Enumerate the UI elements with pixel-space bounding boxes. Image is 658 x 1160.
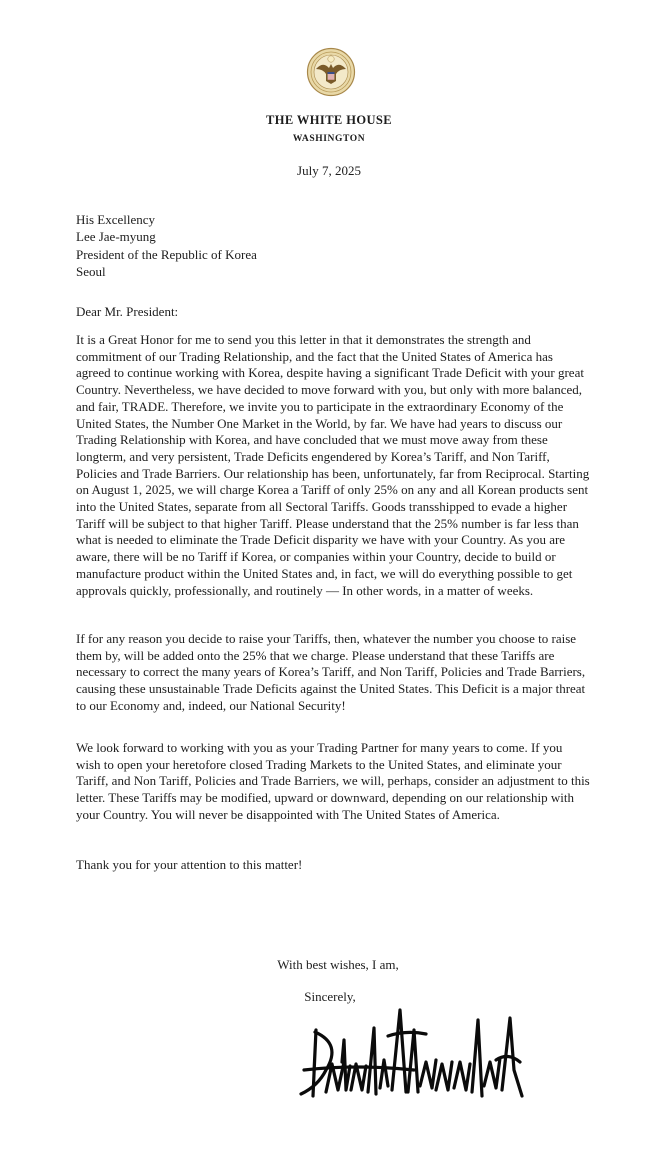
presidential-seal-icon (306, 47, 356, 97)
closing-line: Sincerely, (304, 989, 356, 1004)
body-paragraph: Thank you for your attention to this matter! (76, 857, 303, 872)
body-paragraph: If for any reason you decide to raise your Tariffs, then, whatever the number you choose to raise them by, will be added onto the 25% that we charge. Please understand that these Tariffs are necessary to correct the many years of Korea’s Tariff, and Non Tariff, Policies and Trade Barriers, causing these unsustainable Trade Deficits against the United States. This Deficit is a major threat to our Economy and, indeed, our National Security! (76, 631, 586, 713)
handwritten-signature (296, 1000, 526, 1115)
closing-line: With best wishes, I am, (277, 957, 399, 972)
recipient-line: Seoul (76, 263, 106, 279)
body-paragraph: It is a Great Honor for me to send you this letter in that it demonstrates the strength and commitment of our Trading Relationship, and the fact that the United States of America has agreed to continue working with Korea, despite having a significant Trade Deficit with your great Country. Nevertheless, we have decided to move forward with you, but only with more balanced, and fair, TRADE. Therefore, we invite you to participate in the extraordinary Economy of the United States, the Number One Market in the World, by far. We have had years to discuss our Trading Relationship with Korea, and have concluded that we must move away from these longterm, and very persistent, Trade Deficits engendered by Korea’s Tariff, and Non Tariff, Policies and Trade Barriers. Our relationship has been, unfortunately, far from Reciprocal. Starting on August 1, 2025, we will charge Korea a Tariff of only 25% on any and all Korean products sent into the United States, separate from all Sectoral Tariffs. Goods transshipped to evade a higher Tariff will be subject to that higher Tariff. Please understand that the 25% number is far less than what is needed to eliminate the Trade Deficit disparity we have with your Country. As you are aware, there will be no Tariff if Korea, or companies within your Country, decide to build or manufacture product within the United States and, in fact, we will do everything possible to get approvals quickly, professionally, and routinely — In other words, in a matter of weeks. (76, 332, 590, 598)
recipient-line: His Excellency (76, 212, 156, 227)
recipient-line: Lee Jae-myung (76, 229, 156, 245)
letterhead-city: WASHINGTON (292, 134, 366, 144)
letterhead-organization: THE WHITE HOUSE (266, 113, 392, 127)
letter-date: July 7, 2025 (297, 163, 361, 178)
body-paragraph: We look forward to working with you as your Trading Partner for many years to come. If you wish to open your heretofore closed Trading Markets to the United States, and eliminate your Tariff, and Non Tariff, Policies and Trade Barriers, we will, perhaps, consider an adjustment to this letter. These Tariffs may be modified, upward or downward, depending on our relationship with your Country. You will never be disappointed with The United States of America. (76, 740, 590, 822)
salutation: Dear Mr. President: (76, 304, 179, 319)
recipient-address (76, 211, 257, 280)
recipient-line: President of the Republic of Korea (76, 246, 257, 262)
